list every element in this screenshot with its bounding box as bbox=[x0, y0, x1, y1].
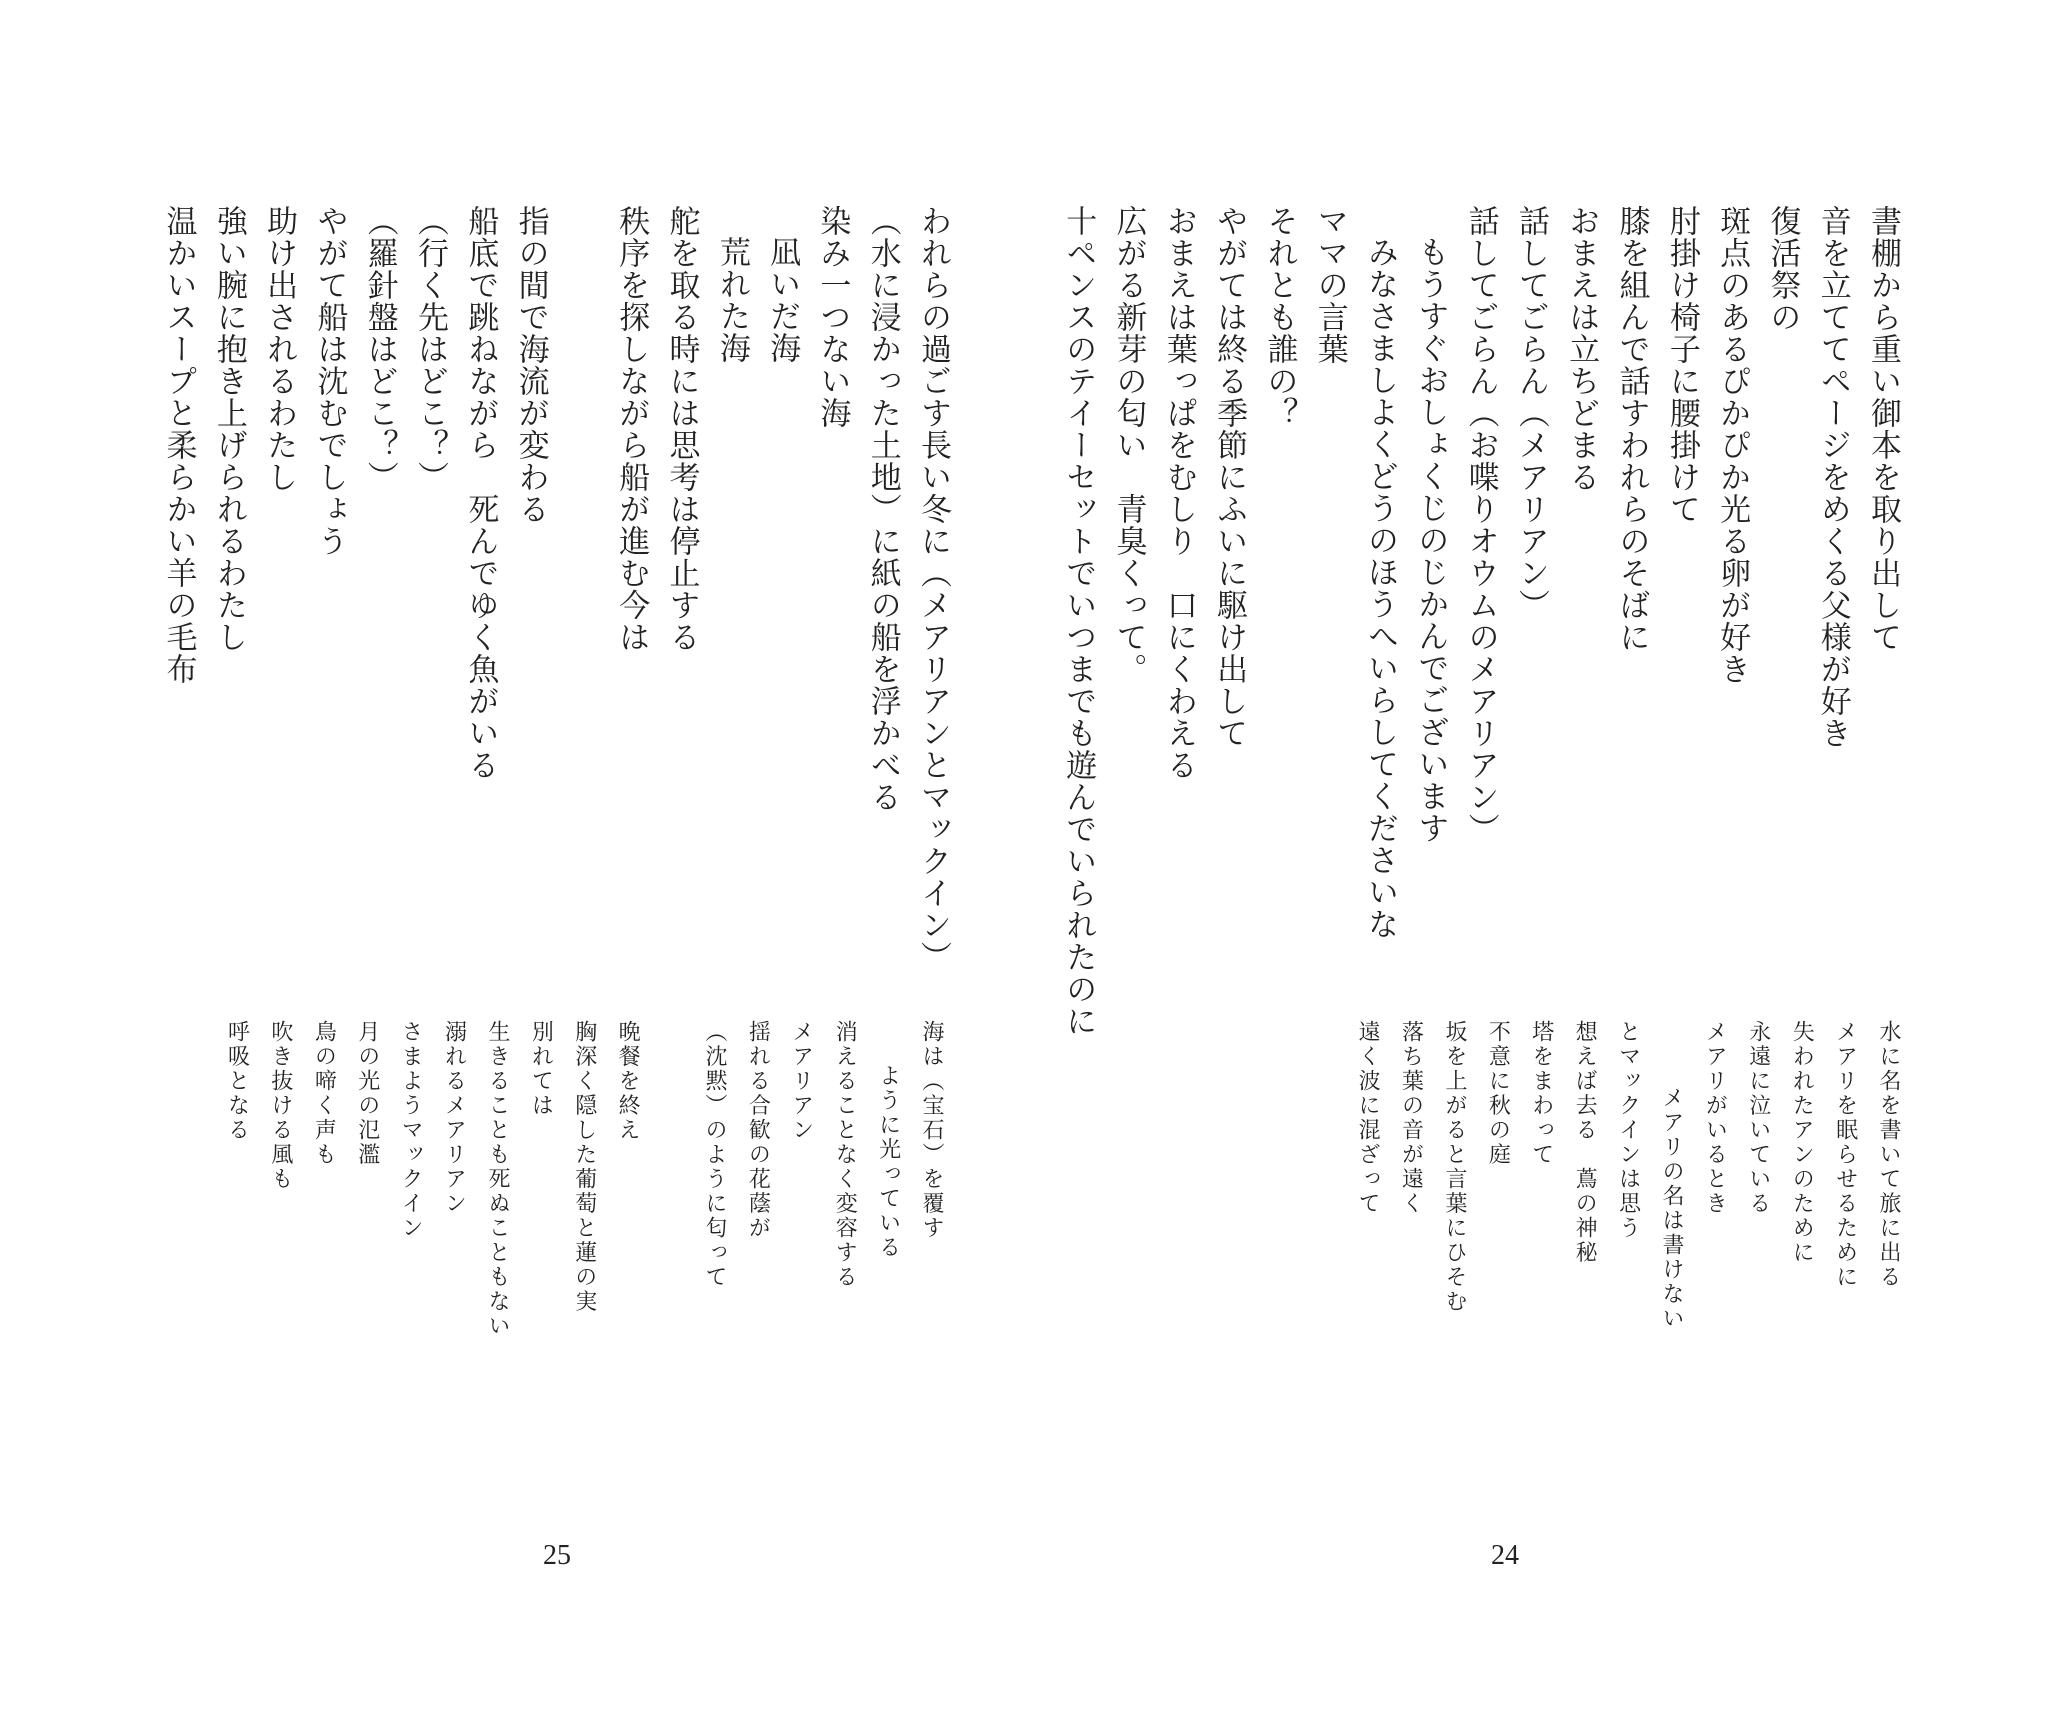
poem-line: 遠く波に混ざって bbox=[1355, 1020, 1381, 1216]
poem-line: 海は（宝石）を覆す bbox=[919, 1020, 944, 1241]
poem-line: 吹き抜ける風も bbox=[267, 1020, 293, 1192]
poem-line: とマックインは思う bbox=[1615, 1020, 1641, 1241]
poem-line: 晩餐を終え bbox=[615, 1020, 641, 1143]
poem-line: われらの過ごす長い冬に（メアリアンとマックイン） bbox=[915, 205, 951, 973]
poem-line: 水に名を書いて旅に出る bbox=[1876, 1020, 1901, 1290]
poem-line: 膝を組んで話すわれらのそばに bbox=[1613, 205, 1650, 653]
page-24-lower-stanza bbox=[1346, 1020, 1910, 1331]
poem-line: 書棚から重い御本を取り出して bbox=[1865, 205, 1901, 653]
poem-line: やがては終る季節にふいに駆け出して bbox=[1211, 205, 1248, 749]
poem-line: 凪いだ海 bbox=[764, 236, 801, 364]
poem-line: 呼吸となる bbox=[224, 1020, 250, 1143]
poem-line: 温かいスープと柔らかい羊の毛布 bbox=[160, 205, 197, 685]
poem-line: 胸深く隠した葡萄と蓮の実 bbox=[571, 1020, 597, 1314]
poem-line: ように光っている bbox=[875, 1064, 901, 1260]
page-number-25: 25 bbox=[543, 1540, 571, 1571]
poem-line: 月の光の氾濫 bbox=[354, 1020, 380, 1167]
poem-line: 鳥の啼く声も bbox=[311, 1020, 337, 1167]
page-25-lower-stanza bbox=[215, 1020, 953, 1339]
poem-line: 不意に秋の庭 bbox=[1485, 1020, 1511, 1167]
poem-line: 話してごらん（お喋りオウムのメアリアン） bbox=[1462, 205, 1499, 845]
poem-line bbox=[556, 205, 606, 973]
poem-line: 音を立ててページをめくる父様が好き bbox=[1814, 205, 1851, 749]
poem-line: 溺れるメアリアン bbox=[441, 1020, 467, 1216]
poem-line: 話してごらん（メアリアン） bbox=[1512, 205, 1549, 621]
poem-line: 永遠に泣いている bbox=[1745, 1020, 1771, 1216]
poem-line: 肘掛け椅子に腰掛けて bbox=[1663, 205, 1700, 525]
poem-line: （行く先はどこ？） bbox=[412, 205, 449, 493]
page-24-upper-stanza bbox=[1053, 205, 1908, 1037]
poem-line: おまえは立ちどまる bbox=[1563, 205, 1600, 493]
poem-line: 助け出されるわたし bbox=[261, 205, 298, 493]
poem-line: さまようマックイン bbox=[398, 1020, 424, 1241]
page-number-24: 24 bbox=[1491, 1540, 1519, 1571]
page-25-upper-stanza bbox=[153, 205, 958, 973]
poem-line: それとも誰の？ bbox=[1261, 205, 1298, 429]
poem-line: メアリの名は書けない bbox=[1658, 1086, 1684, 1331]
poem-line: やがて船は沈むでしょう bbox=[311, 205, 348, 557]
poem-line: （水に浸かった土地）に紙の船を浮かべる bbox=[864, 205, 901, 813]
poem-line: メアリを眠らせるために bbox=[1832, 1020, 1858, 1290]
poem-line: ママの言葉 bbox=[1311, 205, 1348, 365]
poem-line: （沈黙）のように匂って bbox=[701, 1020, 727, 1290]
poem-line: 失われたアンのために bbox=[1789, 1020, 1815, 1265]
poem-line: 復活祭の bbox=[1764, 205, 1801, 333]
poem-line: （羅針盤はどこ？） bbox=[361, 205, 398, 493]
poem-line bbox=[649, 1020, 692, 1339]
poem-line: 生きることも死ぬこともない bbox=[484, 1020, 510, 1339]
poem-line: 強い腕に抱き上げられるわたし bbox=[210, 205, 247, 653]
poem-line: 揺れる合歓の花蔭が bbox=[745, 1020, 771, 1241]
poem-line: 消えることなく変容する bbox=[832, 1020, 858, 1290]
poem-line: 荒れた海 bbox=[713, 236, 750, 364]
poem-line: 十ペンスのテイーセットでいつまでも遊んでいられたのに bbox=[1060, 205, 1097, 1037]
poem-line: 船底で跳ねながら 死んでゆく魚がいる bbox=[462, 205, 499, 781]
poem-line: もうすぐおしょくじのじかんでございます bbox=[1412, 236, 1449, 844]
poem-line: おまえは葉っぱをむしり 口にくわえる bbox=[1160, 205, 1197, 781]
poem-line: 塔をまわって bbox=[1528, 1020, 1554, 1167]
poem-line: 秩序を探しながら船が進む今は bbox=[613, 205, 650, 653]
poem-line: メアリがいるとき bbox=[1702, 1020, 1728, 1216]
poem-line: 舵を取る時には思考は停止する bbox=[663, 205, 700, 653]
poem-line: 別れては bbox=[528, 1020, 554, 1118]
poem-line: 想えば去る 蔦の神秘 bbox=[1572, 1020, 1598, 1265]
poem-line: 染み一つない海 bbox=[814, 205, 851, 429]
poem-line: メアリアン bbox=[788, 1020, 814, 1143]
poem-line: 指の間で海流が変わる bbox=[512, 205, 549, 525]
poem-line: 落ち葉の音が遠く bbox=[1398, 1020, 1424, 1216]
poem-line: みなさましよくどうのほうへいらしてくださいな bbox=[1362, 236, 1399, 940]
poem-line: 斑点のあるぴかぴか光る卵が好き bbox=[1714, 205, 1751, 685]
poem-line: 坂を上がると言葉にひそむ bbox=[1441, 1020, 1467, 1314]
poem-line: 広がる新芽の匂い 青臭くって。 bbox=[1110, 205, 1147, 685]
